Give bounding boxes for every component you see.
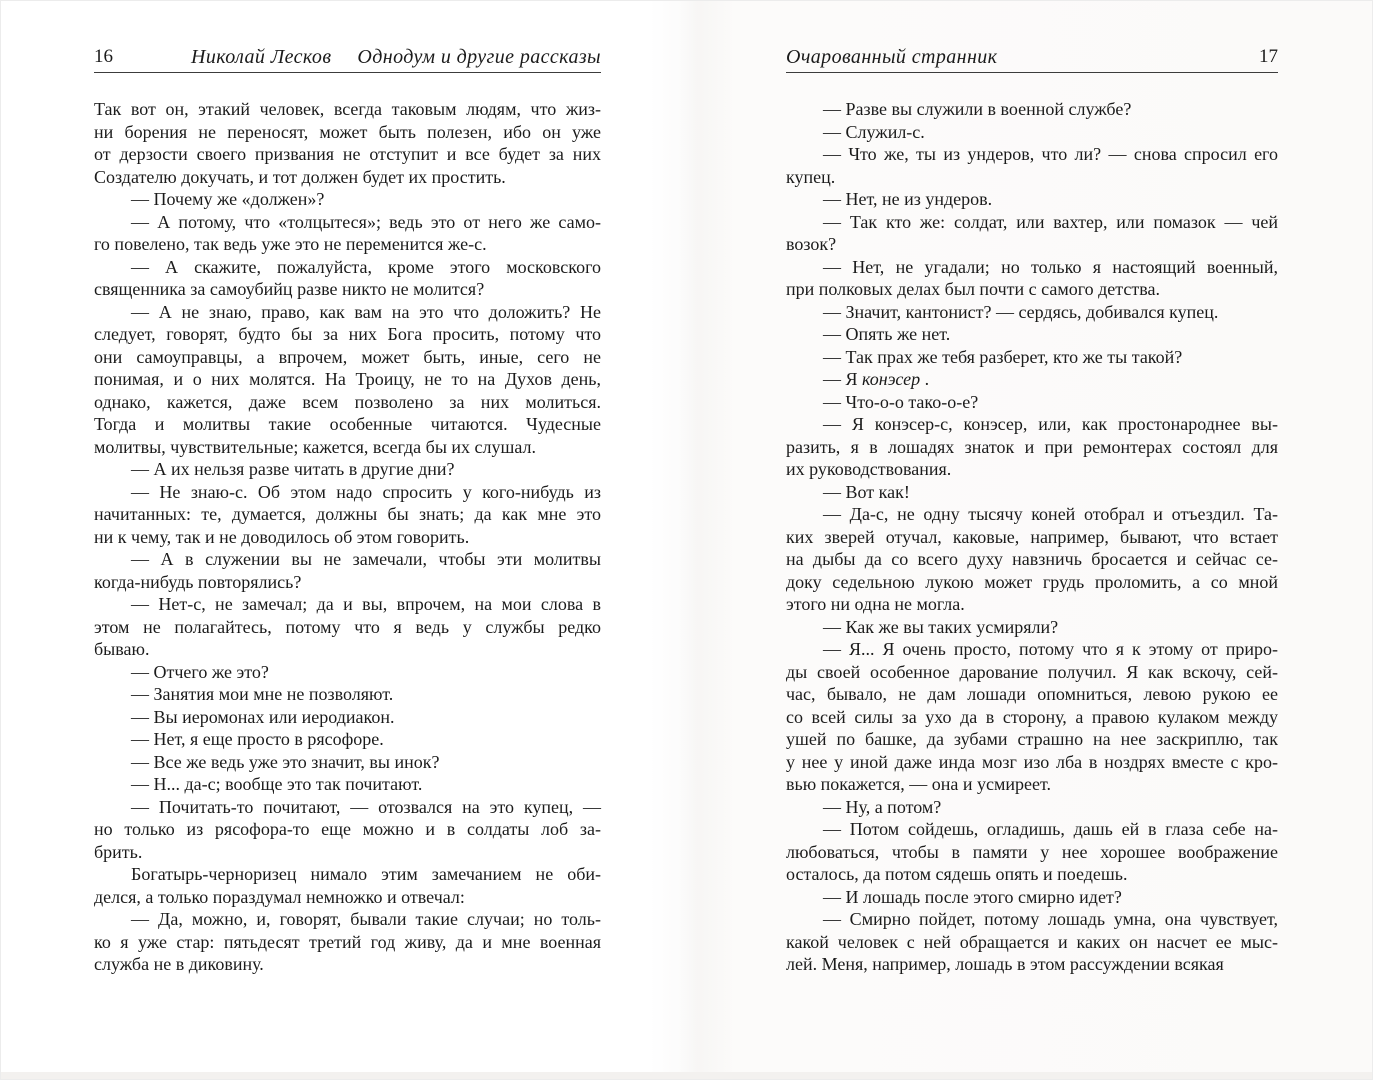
- text-line: час, бывало, не дам лошади опомниться, левою рукою ее: [786, 684, 1278, 704]
- text-line: — А их нельзя разве читать в другие дни?: [131, 459, 455, 479]
- text-line: — Что же, ты из ундеров, что ли? — снова спросил его: [823, 144, 1278, 164]
- text-line: они самоуправцы, а впрочем, может быть, иные, сего не: [94, 346, 601, 367]
- text-line: — Опять же нет.: [823, 324, 951, 344]
- text-line: у нее у иной даже инда мозг изо лба в ноздрях вместе с кро-: [786, 751, 1278, 772]
- text-line: — Значит, кантонист? — сердясь, добивался купец.: [823, 301, 1219, 322]
- text-line: брить.: [94, 841, 143, 862]
- text-line: но только из рясофора-то еще можно и в солдаты лоб за-: [94, 819, 601, 839]
- text-line: — Нет-с, не замечал; да и вы, впрочем, на мои слова в: [131, 594, 601, 614]
- text-line: понимая, и о них молятся. На Троицу, не то на Духов день,: [94, 369, 601, 389]
- text-line: со всей силы за ухо да в сторону, а правою кулаком между: [786, 706, 1278, 727]
- header-author: Николай Лесков: [190, 46, 332, 68]
- text-line: священника за самоубийц разве никто не молится?: [94, 279, 485, 299]
- text-line: любоваться, чтобы в памяти у нее хорошее воображение: [786, 841, 1278, 862]
- text-line: на дыбы да со всего духу навзничь бросается и сейчас се-: [786, 549, 1278, 569]
- text-line: бываю.: [94, 639, 150, 659]
- text-line: купец.: [786, 166, 836, 187]
- text-line: однако, кажется, даже всем позволено за них молиться.: [94, 391, 601, 412]
- text-line: вью покажется, — она и усмиреет.: [786, 774, 1052, 794]
- text-line: от дерзости своего призвания не отступит и все будет за них: [94, 144, 601, 164]
- text-line: — Н... да-с; вообще это так почитают.: [131, 774, 423, 794]
- text-line: — Почему же «должен»?: [131, 189, 325, 209]
- text-line: — Все же ведь уже это значит, вы инок?: [131, 751, 440, 772]
- page-number: 16: [94, 46, 113, 67]
- text-line: ни к чему, так и не доводилось об этом говорить.: [94, 526, 470, 547]
- text-line: ушей по башке, да зубами страшно на нее заскриплю, так: [786, 729, 1278, 749]
- text-line: — Служил-с.: [823, 121, 925, 142]
- text-line: — Смирно пойдет, потому лошадь умна, она чувствует,: [823, 909, 1278, 929]
- text-line: — И лошадь после этого смирно идет?: [823, 886, 1122, 907]
- text-segment: .: [920, 369, 930, 389]
- text-line: следует, говорят, будто бы за них Бога просить, потому что: [94, 324, 601, 344]
- text-line: возок?: [786, 234, 837, 254]
- text-line: — А потому, что «толцытеся»; ведь это от него же само-: [131, 211, 601, 232]
- right-page-text: [786, 98, 1278, 976]
- text-line: — А скажите, пожалуйста, кроме этого московского: [131, 256, 601, 277]
- text-line: — Да-с, не одну тысячу коней отобрал и отъездил. Та-: [823, 504, 1278, 524]
- left-page-text: [94, 98, 601, 976]
- header-chapter-title: Очарованный странник: [786, 46, 998, 68]
- text-line: Богатырь-черноризец нимало этим замечанием не оби-: [131, 864, 601, 884]
- text-line: служба не в диковину.: [94, 954, 264, 974]
- text-line: осталось, да потом сядешь опять и поедешь.: [786, 864, 1128, 884]
- text-line: их руководствования.: [786, 459, 952, 479]
- running-header-left: [94, 45, 601, 73]
- text-line: этом не полагайтесь, потому что я ведь у службы редко: [94, 616, 601, 637]
- text-line: начитанных: те, думается, должны бы знать; да как мне это: [94, 504, 601, 524]
- text-line: Тогда и молитвы такие особенные читаются. Чудесные: [94, 414, 601, 434]
- text-line: — Не знаю-с. Об этом надо спросить у кого-нибудь из: [131, 481, 601, 502]
- text-line: молитвы, чувствительные; кажется, всегда бы их слушал.: [94, 436, 537, 457]
- text-line: при полковых делах был почти с самого детства.: [786, 279, 1160, 299]
- text-line: — Вот как!: [823, 481, 910, 502]
- text-line: — А в служении вы не замечали, чтобы эти молитвы: [131, 549, 601, 569]
- text-line: — Нет, не из ундеров.: [823, 189, 993, 209]
- text-line: ды своей особенное дарование получил. Я как вскочу, сей-: [786, 661, 1278, 682]
- text-line: — Почитать-то почитают, — отозвался на это купец, —: [131, 796, 601, 817]
- text-line: Создателю докучать, и тот должен будет их простить.: [94, 166, 506, 187]
- page-gutter-shadow: [649, 1, 735, 1079]
- running-header-right: [786, 45, 1278, 73]
- text-line: ких зверей отучал, каковые, например, бывают, что встает: [786, 526, 1278, 547]
- scan-edge-shadow: [1, 1072, 1372, 1079]
- text-line: ни борения не переносят, может быть полезен, ибо он уже: [94, 121, 601, 142]
- left-page: [94, 1, 601, 976]
- text-line: — Занятия мои мне не позволяют.: [131, 684, 394, 704]
- text-line: — Ну, а потом?: [823, 796, 942, 817]
- text-line: какой человек с ней обращается и каких он насчет ее мыс-: [786, 931, 1278, 952]
- text-line: Так вот он, этакий человек, всегда таковым людям, что жиз-: [94, 99, 601, 119]
- text-line: — Нет, я еще просто в рясофоре.: [131, 729, 384, 749]
- text-line: го повелено, так ведь уже это не переменится же-с.: [94, 234, 487, 254]
- text-line: [786, 368, 1278, 391]
- text-line: этого ни одна не могла.: [786, 594, 965, 614]
- emphasized-word: конэсер: [862, 369, 921, 389]
- text-line: — Так кто же: солдат, или вахтер, или помазок — чей: [823, 211, 1278, 232]
- text-line: — Что-о-о тако-о-е?: [823, 391, 979, 412]
- text-line: доку седельною лукою может грудь проломить, а со мной: [786, 571, 1278, 592]
- text-line: — Я конэсер-с, конэсер, или, как простонароднее вы-: [823, 414, 1278, 434]
- text-line: делся, а только пораздумал немножко и отвечал:: [94, 886, 465, 907]
- text-line: — Потом сойдешь, огладишь, дашь ей в глаза себе на-: [823, 819, 1278, 839]
- text-segment: — Я: [823, 369, 863, 389]
- text-line: — А не знаю, право, как вам на это что доложить? Не: [131, 301, 601, 322]
- text-line: — Отчего же это?: [131, 661, 269, 682]
- text-line: — Как же вы таких усмиряли?: [823, 616, 1059, 637]
- page-number: 17: [1259, 46, 1278, 67]
- right-page: [786, 1, 1278, 976]
- text-line: — Вы иеромонах или иеродиакон.: [131, 706, 395, 727]
- text-line: — Нет, не угадали; но только я настоящий военный,: [823, 256, 1278, 277]
- text-line: — Да, можно, и, говорят, бывали такие случаи; но толь-: [131, 909, 601, 929]
- text-line: — Разве вы служили в военной службе?: [823, 99, 1132, 119]
- text-line: — Я... Я очень просто, потому что я к этому от приро-: [823, 639, 1278, 659]
- text-line: ко я уже стар: пятьдесят третий год живу, да и мне военная: [94, 931, 601, 952]
- text-line: — Так прах же тебя разберет, кто же ты такой?: [823, 346, 1183, 367]
- text-line: лей. Меня, например, лошадь в этом рассуждении всякая: [786, 954, 1224, 974]
- text-line: когда-нибудь повторялись?: [94, 571, 302, 592]
- text-line: разить, я в лошадях знаток и при ремонтерах состоял для: [786, 436, 1278, 457]
- header-book-title: Однодум и другие рассказы: [357, 46, 601, 68]
